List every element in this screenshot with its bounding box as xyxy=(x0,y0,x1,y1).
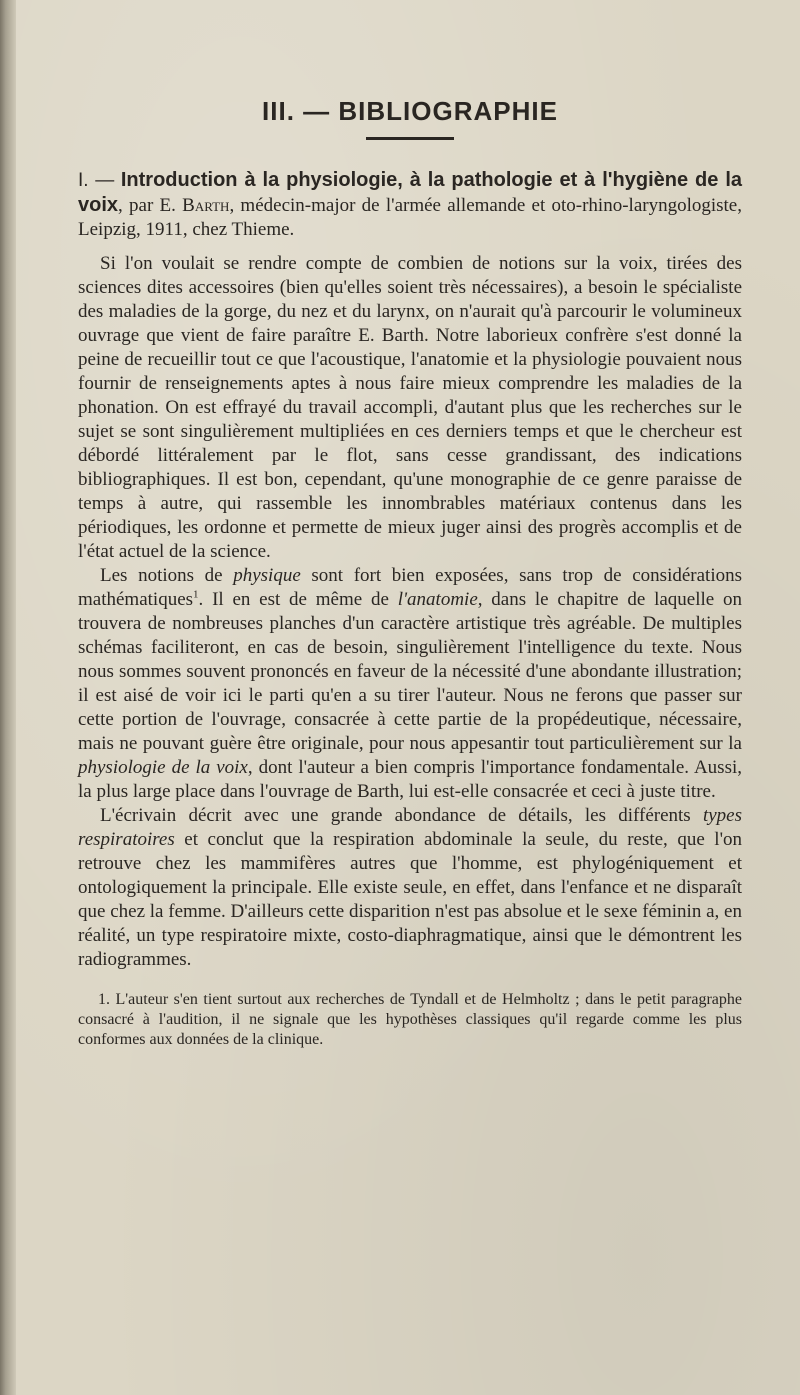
paragraph-2-italic-anatomie: l'anatomie xyxy=(397,589,478,610)
paragraph-1: Si l'on voulait se rendre compte de combien de notions sur la voix, tirées des sciences dites accessoires (bien qu'elles soient très nécessaires), a besoin le spécialiste des maladies de la gorge, du nez et du larynx, on n'aurait qu'à parcourir le volumineux ouvrage que vient de faire paraître E. Barth. Notre laborieux confrère s'est donné la peine de recueillir tout ce que l'acoustique, l'anatomie et la physiologie pouvaient nous fournir de renseignements aptes à nous faire mieux comprendre les maladies de la phonation. On est effrayé du travail accompli, d'autant plus que les recherches sur le sujet se sont singulièrement multipliées en ces derniers temps et que le chercheur est débordé littéralement par le flot, sans cesse grandissant, des indications bibliographiques. Il est bon, cependant, qu'une monographie de ce genre paraisse de temps à autre, qui rassemble les innombrables matériaux contenus dans les périodiques, les ordonne et permette de mieux juger ainsi des progrès accomplis et de l'état actuel de la science. xyxy=(78,253,742,562)
paragraph-2-text-1: Les notions de xyxy=(100,565,234,586)
title-rule xyxy=(366,137,454,140)
paragraph-2-text-2: sont fort bien exposées, sans trop de considérations mathématiques xyxy=(78,565,742,610)
section-title: III. — BIBLIOGRAPHIE xyxy=(262,96,558,126)
entry-number: I. — xyxy=(78,170,121,191)
paragraph-2-text-4: , dans le chapitre de laquelle on trouvera de nombreuses planches d'un caractère artistique très agréable. De multiples schémas faciliteront, en cas de besoin, singulièrement l'intelligence du texte. Nous nous sommes souvent prononcés en faveur de la nécessité d'une abondante illustration; il est aisé de voir ici le parti qu'en a su tirer l'auteur. Nous ne ferons que passer sur cette portion de l'ouvrage, consacrée à cette partie de la propédeutique, nécessaire, mais ne pouvant guère être originale, pour nous appesantir tout particulièrement sur la xyxy=(78,589,743,754)
entry-author-prefix: , par E. xyxy=(118,195,183,216)
paragraph-2-text-3: . Il en est de même de xyxy=(198,589,398,610)
paragraph-3 xyxy=(78,804,742,972)
entry-title: Introduction à la physiologie, à la pathologie et à l'hygiène de la voix xyxy=(78,169,742,216)
paragraph-2-italic-physiologie: physiologie de la voix xyxy=(78,757,248,778)
entry-author-name: Barth xyxy=(182,195,230,216)
paragraph-3-text-1: L'écrivain décrit avec une grande abondance de détails, les différents xyxy=(100,805,703,826)
paragraph-3-italic-types: types respiratoires xyxy=(78,805,742,850)
entry-publication-info: , médecin-major de l'armée allemande et oto-rhino-laryngologiste, Leipzig, 1911, chez Thieme. xyxy=(78,195,742,240)
page-content xyxy=(78,96,742,1050)
paragraph-2-italic-physique: physique xyxy=(233,565,301,586)
paragraph-3-text-2: et conclut que la respiration abdominale la seule, du reste, que l'on retrouve chez les mammifères autres que l'homme, est phylogéniquement et ontologiquement la principale. Elle existe seule, en effet, dans l'enfance et ne disparaît que chez la femme. D'ailleurs cette disparition n'est pas absolue et le sexe féminin a, en réalité, un type respiratoire mixte, costo-diaphragmatique, ainsi que le démontrent les radiogrammes. xyxy=(78,829,742,970)
footnote-marker: 1 xyxy=(193,588,199,601)
paragraph-2-text-5: , dont l'auteur a bien compris l'importance fondamentale. Aussi, la plus large place dans l'ouvrage de Barth, lui est-elle consacrée et ceci à juste titre. xyxy=(78,757,742,802)
bibliography-entry-heading xyxy=(78,168,742,242)
page-binding-edge xyxy=(0,0,16,1395)
footnote: 1. L'auteur s'en tient surtout aux recherches de Tyndall et de Helmholtz ; dans le petit paragraphe consacré à l'audition, il ne signale que les hypothèses classiques qu'il regarde comme les plus conformes aux données de la clinique. xyxy=(78,991,742,1048)
paragraph-2 xyxy=(78,564,742,804)
